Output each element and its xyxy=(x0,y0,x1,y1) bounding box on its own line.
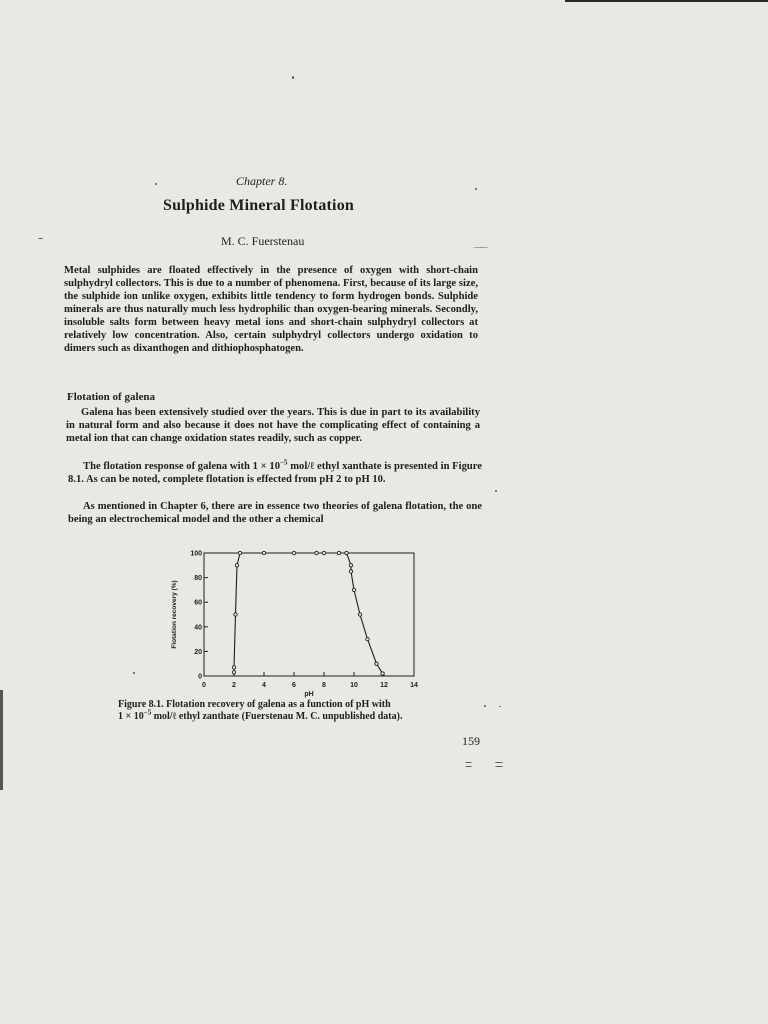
data-point xyxy=(322,551,325,554)
x-tick-label: 8 xyxy=(322,682,326,689)
data-point xyxy=(358,613,361,616)
x-tick-label: 10 xyxy=(350,682,358,689)
caption-line-2-pre: 1 × 10 xyxy=(118,711,144,722)
data-point xyxy=(234,613,237,616)
scan-speck xyxy=(38,238,43,239)
data-point xyxy=(381,672,384,675)
response-text-post: mol/ℓ ethyl xanthate is presented in Figure 8.1. As can be noted, complete flotation is effected from pH 2 to pH 10. xyxy=(68,461,482,485)
caption-line-2-post: mol/ℓ ethyl zanthate (Fuerstenau M. C. unpublished data). xyxy=(151,711,403,722)
scan-speck xyxy=(499,706,501,707)
y-tick-label: 100 xyxy=(190,550,202,558)
galena-paragraph: Galena has been extensively studied over the years. This is due in part to its availability in natural form and also because it does not have the complicating effect of containing a metal ion that can change oxidation states readily, such as copper. xyxy=(66,407,480,444)
scan-speck xyxy=(155,183,157,185)
response-paragraph xyxy=(68,460,482,486)
x-tick-label: 6 xyxy=(292,682,296,689)
theories-paragraph: As mentioned in Chapter 6, there are in essence two theories of galena flotation, the one being an electrochemical model and the other a chemical xyxy=(68,501,482,525)
scan-speck xyxy=(495,490,497,492)
intro-paragraph: Metal sulphides are floated effectively in the presence of oxygen with short-chain sulphydryl collectors. This is due to a number of phenomena. First, because of its large size, the sulphide ion unlike oxygen, exhibits little tendency to form hydrogen bonds. Sulphide minerals are thus naturally much less hydrophilic than oxygen-bearing minerals. Secondly, insoluble salts form between heavy metal ions and short-chain sulphydryl collectors at relatively low concentration. Also, certain sulphydryl collectors undergo oxidation to dimers such as dixanthogen and dithiophosphatogen. xyxy=(64,265,478,354)
figure-caption xyxy=(118,699,468,723)
scan-speck xyxy=(465,762,472,763)
data-point xyxy=(375,662,378,665)
scan-speck xyxy=(484,705,486,707)
data-point xyxy=(232,671,235,674)
y-tick-label: 60 xyxy=(194,599,202,607)
figure-8-1-chart xyxy=(162,545,462,700)
data-point xyxy=(315,551,318,554)
response-exponent: −5 xyxy=(280,458,288,467)
scan-speck xyxy=(495,766,503,767)
scan-speck xyxy=(292,76,294,79)
data-point xyxy=(349,570,352,573)
scan-speck xyxy=(473,247,489,248)
data-point xyxy=(337,551,340,554)
data-point xyxy=(292,551,295,554)
y-tick-label: 0 xyxy=(198,673,202,681)
x-tick-label: 2 xyxy=(232,682,236,689)
author-name: M. C. Fuerstenau xyxy=(221,234,305,248)
response-text-pre: The flotation response of galena with 1 × 10 xyxy=(83,461,280,472)
page-title: Sulphide Mineral Flotation xyxy=(163,197,354,214)
flotation-chart-svg xyxy=(162,545,462,700)
x-axis-label: pH xyxy=(304,691,314,698)
scan-speck xyxy=(465,766,472,767)
scan-speck xyxy=(475,188,477,190)
data-point xyxy=(232,666,235,669)
page-edge-left xyxy=(0,690,3,790)
x-tick-label: 0 xyxy=(202,682,206,689)
caption-exponent: −5 xyxy=(143,708,152,717)
y-tick-label: 40 xyxy=(194,624,202,632)
data-point xyxy=(349,564,352,567)
section-heading: Flotation of galena xyxy=(67,391,155,403)
y-tick-label: 20 xyxy=(194,648,202,656)
scan-speck xyxy=(495,762,503,763)
scan-speck xyxy=(133,672,135,674)
x-tick-label: 14 xyxy=(410,682,418,689)
data-point xyxy=(352,588,355,591)
page-number: 159 xyxy=(462,734,480,748)
caption-line-2 xyxy=(118,708,468,723)
data-point xyxy=(345,551,348,554)
data-point xyxy=(262,551,265,554)
x-tick-label: 12 xyxy=(380,682,388,689)
data-point xyxy=(238,551,241,554)
caption-line-1: Figure 8.1. Flotation recovery of galena as a function of pH with xyxy=(118,699,391,710)
chapter-label: Chapter 8. xyxy=(236,174,288,188)
data-point xyxy=(235,564,238,567)
y-tick-label: 80 xyxy=(194,575,202,583)
page-edge-top xyxy=(565,0,768,2)
data-point xyxy=(366,637,369,640)
x-tick-label: 4 xyxy=(262,682,266,689)
y-axis-label: Flotation recovery (%) xyxy=(171,580,178,649)
